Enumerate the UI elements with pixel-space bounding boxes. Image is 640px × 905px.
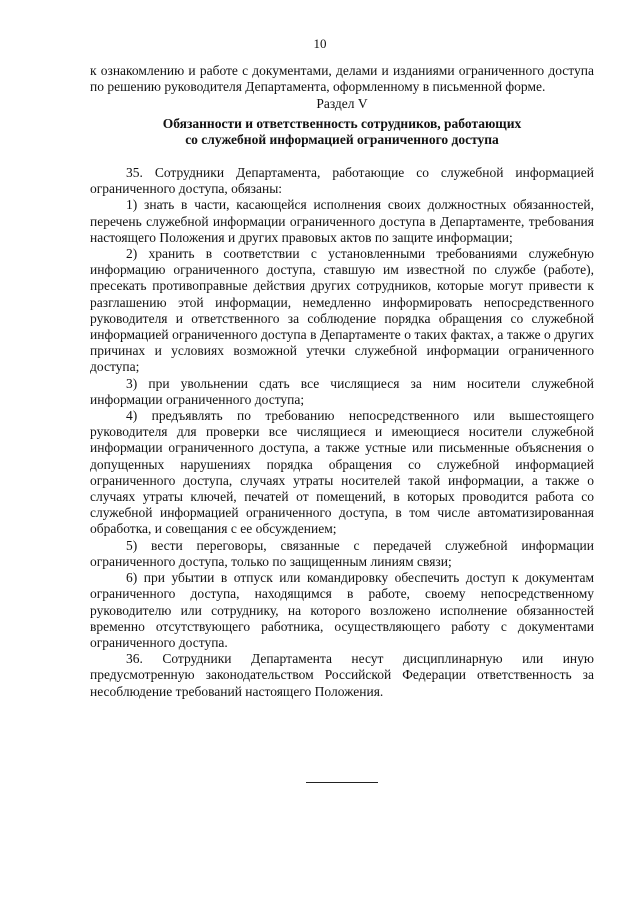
clause-35: 35. Сотрудники Департамента, работающие со служебной информацией ограниченного доступа, обязаны: (90, 165, 594, 197)
section-title-line-1: Обязанности и ответственность сотрудников, работающих (162, 115, 522, 131)
page-number: 10 (313, 36, 327, 51)
clause-35-item-6: 6) при убытии в отпуск или командировку обеспечить доступ к документам ограниченного доступа, находящимся в работе, своему непосредственному руководителю или сотруднику, на которого возложено исполнение обязанностей временно отсутствующего работника, осуществляющего работу с документами ограниченного доступа. (90, 570, 594, 650)
clause-35-item-4: 4) предъявлять по требованию непосредственного или вышестоящего руководителя для проверки все числящиеся и имеющиеся носители служебной информации ограниченного доступа, а также устные или письменные объяснения о допущенных нарушениях порядка обращения со служебной информацией ограниченного доступа, случаях утраты носителей такой информации, а также о случаях утраты ключей, печатей от помещений, в которых проводится работа со служебной информацией ограниченного доступа, в том числе автоматизированная обработка, и совещания с ее обсуждением; (90, 408, 594, 537)
clause-35-item-1: 1) знать в части, касающейся исполнения своих должностных обязанностей, перечень служебной информации ограниченного доступа в Департаменте, требования настоящего Положения и других правовых актов по защите информации; (90, 197, 594, 245)
intro-paragraph: к ознакомлению и работе с документами, делами и изданиями ограниченного доступа по решению руководителя Департамента, оформленному в письменной форме. (90, 63, 594, 95)
footer-divider (306, 782, 378, 783)
clause-35-item-3: 3) при увольнении сдать все числящиеся за ним носители служебной информации ограниченного доступа; (90, 375, 594, 407)
section-title (90, 116, 594, 148)
clause-35-item-2: 2) хранить в соответствии с установленными требованиями служебную информацию ограниченного доступа, ставшую им известной по службе (работе), пресекать противоправные действия других сотрудников, которые могут привести к разглашению этой информации, немедленно информировать непосредственного руководителя и ответственного за соблюдение порядка обращения со служебной информацией ограниченного доступа в Департаменте о таких фактах, а также о других причинах и условиях возможной утечки служебной информации ограниченного доступа; (90, 246, 594, 375)
section-title-line-2: со служебной информацией ограниченного доступа (185, 131, 499, 147)
clause-36: 36. Сотрудники Департамента несут дисциплинарную или иную предусмотренную законодательством Российской Федерации ответственность за несоблюдение требований настоящего Положения. (90, 651, 594, 699)
document-body (90, 63, 594, 700)
section-label: Раздел V (316, 96, 368, 112)
clause-35-item-5: 5) вести переговоры, связанные с передачей служебной информации ограниченного доступа, только по защищенным линиям связи; (90, 537, 594, 569)
